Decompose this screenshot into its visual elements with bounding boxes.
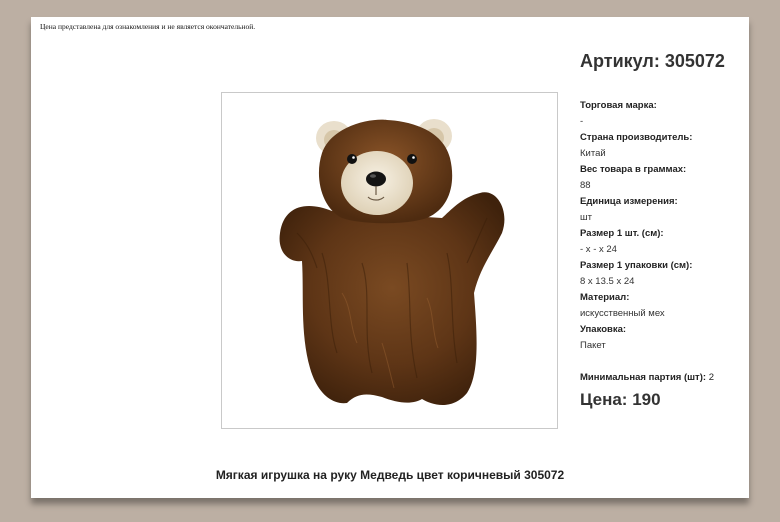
minimum-lot xyxy=(580,372,714,383)
article-value: 305072 xyxy=(664,51,725,71)
spec-value-unit: шт xyxy=(580,212,592,223)
spec-label-unit: Единица измерения: xyxy=(580,196,678,207)
price-label: Цена: xyxy=(580,390,628,409)
spec-value-material: искусственный мех xyxy=(580,308,665,319)
spec-value-package-size: 8 x 13.5 x 24 xyxy=(580,276,635,287)
spec-label-packaging: Упаковка: xyxy=(580,324,627,335)
spec-label-weight: Вес товара в граммах: xyxy=(580,164,687,175)
min-lot-value: 2 xyxy=(708,372,714,383)
price-disclaimer: Цена представлена для ознакомления и не является окончательной. xyxy=(40,22,256,31)
spec-value-item-size: - x - x 24 xyxy=(580,244,617,255)
price-value: 190 xyxy=(632,390,661,409)
spec-label-country: Страна производитель: xyxy=(580,132,693,143)
spec-label-brand: Торговая марка: xyxy=(580,100,657,111)
spec-value-packaging: Пакет xyxy=(580,340,606,351)
article-number xyxy=(580,51,725,72)
bear-puppet-image xyxy=(222,93,557,428)
spec-value-weight: 88 xyxy=(580,180,591,191)
spec-label-item-size: Размер 1 шт. (см): xyxy=(580,228,664,239)
product-title: Мягкая игрушка на руку Медведь цвет коричневый 305072 xyxy=(215,468,565,482)
spec-label-package-size: Размер 1 упаковки (см): xyxy=(580,260,693,271)
product-sheet xyxy=(31,17,749,498)
spec-value-country: Китай xyxy=(580,148,606,159)
spec-value-brand: - xyxy=(580,116,584,127)
spec-label-material: Материал: xyxy=(580,292,630,303)
product-photo xyxy=(221,92,558,429)
min-lot-label: Минимальная партия (шт): xyxy=(580,372,707,383)
article-label: Артикул: xyxy=(580,51,660,71)
spec-list xyxy=(580,98,745,354)
price xyxy=(580,390,661,410)
